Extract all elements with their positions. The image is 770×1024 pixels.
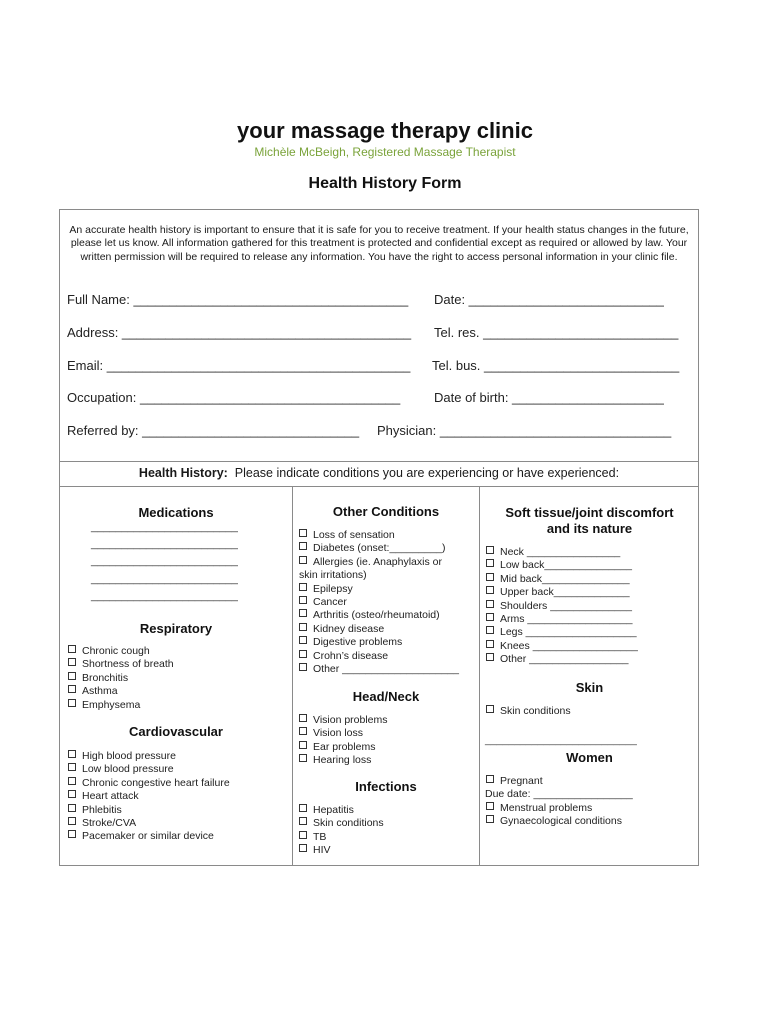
checkbox-item[interactable]: Bronchitis [68,672,174,685]
checkbox-icon[interactable] [486,802,494,810]
checkbox-item[interactable]: Low blood pressure [68,763,230,776]
checkbox-icon[interactable] [68,804,76,812]
checkbox-icon[interactable] [486,559,494,567]
checkbox-icon[interactable] [299,804,307,812]
checkbox-icon[interactable] [299,583,307,591]
checkbox-item[interactable]: Stroke/CVA [68,817,230,830]
checkbox-item[interactable]: Vision loss [299,727,388,740]
checkbox-item[interactable]: Chronic congestive heart failure [68,777,230,790]
checkbox-item[interactable]: Hearing loss [299,754,388,767]
checkbox-item[interactable]: Legs ___________________ [486,626,638,639]
women-list [486,775,633,829]
checkbox-item[interactable]: Heart attack [68,790,230,803]
dob-field[interactable]: Date of birth: _____________________ [434,390,664,405]
checkbox-item[interactable]: Mid back_______________ [486,573,638,586]
checkbox-icon[interactable] [299,741,307,749]
therapist-name: Michèle McBeigh, Registered Massage Therapist [254,145,516,159]
checkbox-icon[interactable] [299,650,307,658]
checkbox-item[interactable]: Skin conditions [299,817,384,830]
checkbox-icon[interactable] [68,763,76,771]
checkbox-icon[interactable] [486,613,494,621]
checkbox-item[interactable]: Crohn’s disease [299,650,459,663]
checkbox-icon[interactable] [486,775,494,783]
column-divider [479,487,480,865]
checkbox-item[interactable]: Arms __________________ [486,613,638,626]
soft-tissue-heading: Soft tissue/joint discomfort and its nature [505,505,674,536]
checkbox-icon[interactable] [486,600,494,608]
checkbox-icon[interactable] [299,556,307,564]
intro-text: An accurate health history is important to ensure that it is safe for you to receive treatment. If your health status changes in the future, please let us know. All information gathered for this treatment is protected and confidential except as required or allowed by law. Your written permission will be required to release any information. You have the right to access personal information in your clinic file. [69,224,689,263]
checkbox-icon[interactable] [299,529,307,537]
checkbox-item[interactable]: Gynaecological conditions [486,815,633,828]
physician-field[interactable]: Physician: ________________________________ [377,423,672,438]
checkbox-item[interactable]: Upper back_____________ [486,586,638,599]
checkbox-icon[interactable] [299,542,307,550]
skin-heading: Skin [575,680,604,695]
checkbox-item[interactable]: Shortness of breath [68,658,174,671]
checkbox-item[interactable]: TB [299,831,384,844]
cardiovascular-list [68,750,230,844]
checkbox-icon[interactable] [68,817,76,825]
full-name-field[interactable]: Full Name: ______________________________________ [67,292,409,307]
checkbox-icon[interactable] [486,815,494,823]
checkbox-icon[interactable] [299,623,307,631]
divider [60,486,698,487]
checkbox-icon[interactable] [486,705,494,713]
checkbox-item[interactable]: Phlebitis [68,804,230,817]
women-heading: Women [566,750,613,765]
checkbox-item-continuation: skin irritations) [299,569,367,582]
checkbox-item[interactable]: Vision problems [299,714,388,727]
checkbox-icon[interactable] [486,653,494,661]
other-conditions-heading: Other Conditions [332,504,440,519]
other-conditions-list [299,529,459,676]
form-title: Health History Form [308,175,462,192]
checkbox-item[interactable]: Menstrual problems [486,802,633,815]
tel-res-field[interactable]: Tel. res. ___________________________ [434,325,679,340]
cardiovascular-heading: Cardiovascular [129,724,223,739]
referred-by-field[interactable]: Referred by: ______________________________ [67,423,360,438]
checkbox-icon[interactable] [68,672,76,680]
checkbox-icon[interactable] [68,685,76,693]
checkbox-icon[interactable] [68,645,76,653]
checkbox-icon[interactable] [299,609,307,617]
skin-list [486,705,571,718]
medication-line[interactable]: ________________________ [91,555,238,568]
checkbox-item[interactable]: Other _________________ [486,653,638,666]
checkbox-icon[interactable] [486,626,494,634]
checkbox-icon[interactable] [486,586,494,594]
checkbox-item[interactable]: Arthritis (osteo/rheumatoid) [299,609,459,622]
date-field[interactable]: Date: ___________________________ [434,292,664,307]
divider [60,461,698,462]
checkbox-item[interactable]: Asthma [68,685,174,698]
checkbox-icon[interactable] [68,777,76,785]
email-field[interactable]: Email: __________________________________________ [67,358,411,373]
checkbox-icon[interactable] [486,573,494,581]
medication-line[interactable]: ________________________ [91,589,238,602]
checkbox-icon[interactable] [299,596,307,604]
checkbox-icon[interactable] [486,640,494,648]
soft-tissue-list [486,546,638,667]
address-field[interactable]: Address: ________________________________________ [67,325,412,340]
occupation-field[interactable]: Occupation: ____________________________________ [67,390,401,405]
checkbox-icon[interactable] [299,714,307,722]
checkbox-item[interactable]: Cancer [299,596,459,609]
checkbox-icon[interactable] [299,817,307,825]
checkbox-item[interactable]: Pregnant [486,775,633,788]
health-history-text: Please indicate conditions you are experiencing or have experienced: [234,466,620,480]
health-history-label: Health History: [138,466,228,480]
medication-line[interactable]: ________________________ [91,538,238,551]
health-history-heading [60,466,698,480]
checkbox-item[interactable]: Knees __________________ [486,640,638,653]
checkbox-icon[interactable] [68,699,76,707]
medications-heading: Medications [138,505,214,520]
tel-bus-field[interactable]: Tel. bus. ___________________________ [432,358,680,373]
due-date-field[interactable]: Due date: _________________ [485,788,633,801]
checkbox-item[interactable]: Epilepsy [299,583,459,596]
checkbox-icon[interactable] [68,790,76,798]
checkbox-icon[interactable] [299,727,307,735]
checkbox-item[interactable]: Kidney disease [299,623,459,636]
form-frame [59,209,699,866]
checkbox-item[interactable]: HIV [299,844,384,857]
checkbox-item[interactable]: Neck ________________ [486,546,638,559]
checkbox-item[interactable]: Allergies (ie. Anaphylaxis or [299,556,459,569]
medication-line[interactable]: ________________________ [91,572,238,585]
clinic-name: your massage therapy clinic [237,118,533,143]
infections-heading: Infections [355,779,417,794]
checkbox-icon[interactable] [68,750,76,758]
checkbox-item[interactable]: Shoulders ______________ [486,600,638,613]
respiratory-list [68,645,174,712]
checkbox-item[interactable]: Low back_______________ [486,559,638,572]
checkbox-item[interactable]: Other ____________________ [299,663,459,676]
checkbox-item[interactable]: Digestive problems [299,636,459,649]
checkbox-item[interactable]: Emphysema [68,699,174,712]
checkbox-item[interactable]: Hepatitis [299,804,384,817]
respiratory-heading: Respiratory [139,621,213,636]
checkbox-icon[interactable] [299,844,307,852]
checkbox-icon[interactable] [68,830,76,838]
checkbox-item[interactable]: Loss of sensation [299,529,459,542]
checkbox-item[interactable]: Pacemaker or similar device [68,830,230,843]
checkbox-item[interactable]: Skin conditions [486,705,571,718]
checkbox-icon[interactable] [299,636,307,644]
checkbox-icon[interactable] [486,546,494,554]
checkbox-item[interactable]: Ear problems [299,741,388,754]
column-divider [292,487,293,865]
medications-lines[interactable] [91,519,238,605]
head-neck-list [299,714,388,768]
checkbox-item[interactable]: Diabetes (onset:_________) [299,542,459,555]
checkbox-item[interactable]: Chronic cough [68,645,174,658]
checkbox-icon[interactable] [299,831,307,839]
medication-line[interactable]: ________________________ [91,521,238,533]
infections-list [299,804,384,858]
checkbox-icon[interactable] [299,663,307,671]
checkbox-icon[interactable] [68,658,76,666]
checkbox-icon[interactable] [299,754,307,762]
skin-line[interactable]: __________________________ [485,734,637,746]
checkbox-item[interactable]: High blood pressure [68,750,230,763]
head-neck-heading: Head/Neck [352,689,420,704]
